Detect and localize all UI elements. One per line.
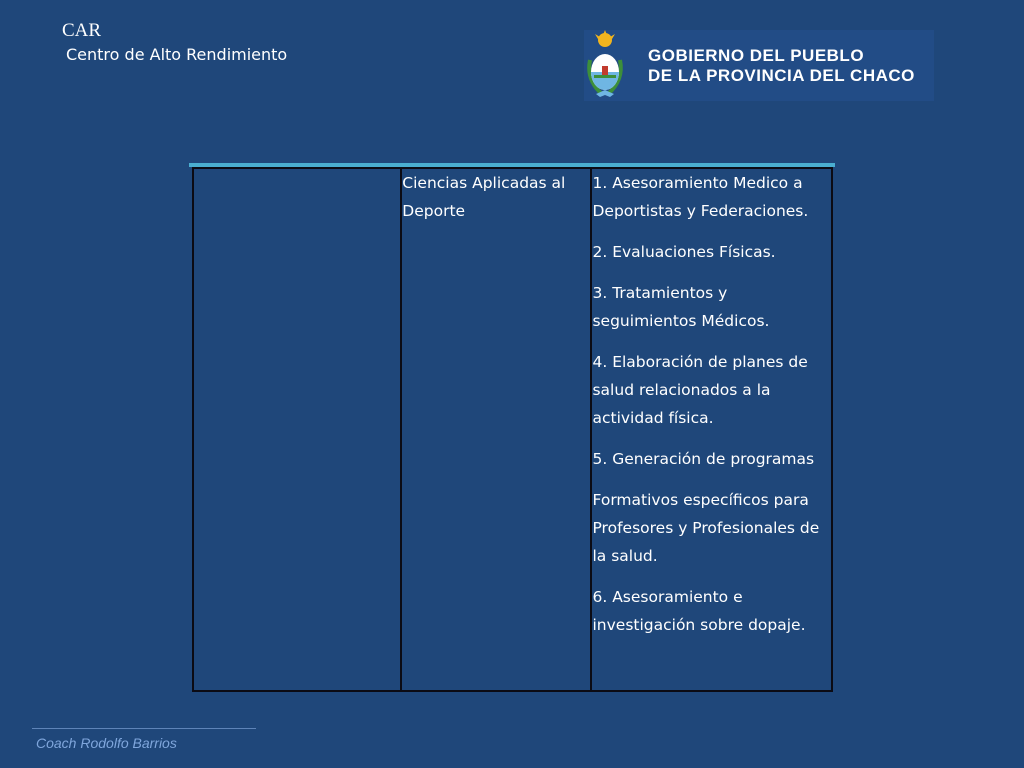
government-logo — [584, 30, 934, 101]
coat-of-arms-icon — [584, 30, 648, 101]
list-item: 2. Evaluaciones Físicas. — [592, 243, 776, 261]
footer-author: Coach Rodolfo Barrios — [36, 735, 177, 751]
table-cell-area — [401, 168, 591, 691]
page-subtitle: Centro de Alto Rendimiento — [66, 45, 288, 64]
logo-text-line1: GOBIERNO DEL PUEBLO — [648, 46, 865, 65]
table-cell-services — [591, 168, 832, 691]
table-row — [193, 168, 832, 691]
footer-divider — [32, 728, 256, 729]
list-item: 3. Tratamientos y seguimientos Médicos. — [592, 284, 770, 330]
services-table — [192, 167, 833, 692]
logo-text-line2: DE LA PROVINCIA DEL CHACO — [648, 66, 915, 85]
list-item: 1. Asesoramiento Medico a Deportistas y Federaciones. — [592, 174, 809, 220]
list-item: 4. Elaboración de planes de salud relacionados a la actividad física. — [592, 353, 808, 427]
list-item: 6. Asesoramiento e investigación sobre dopaje. — [592, 588, 806, 634]
area-label: Ciencias Aplicadas al Deporte — [402, 174, 566, 220]
list-item: Formativos específicos para Profesores y Profesionales de la salud. — [592, 491, 820, 565]
list-item: 5. Generación de programas — [592, 450, 815, 468]
page-title: CAR — [62, 20, 102, 41]
table-cell-empty — [193, 168, 401, 691]
